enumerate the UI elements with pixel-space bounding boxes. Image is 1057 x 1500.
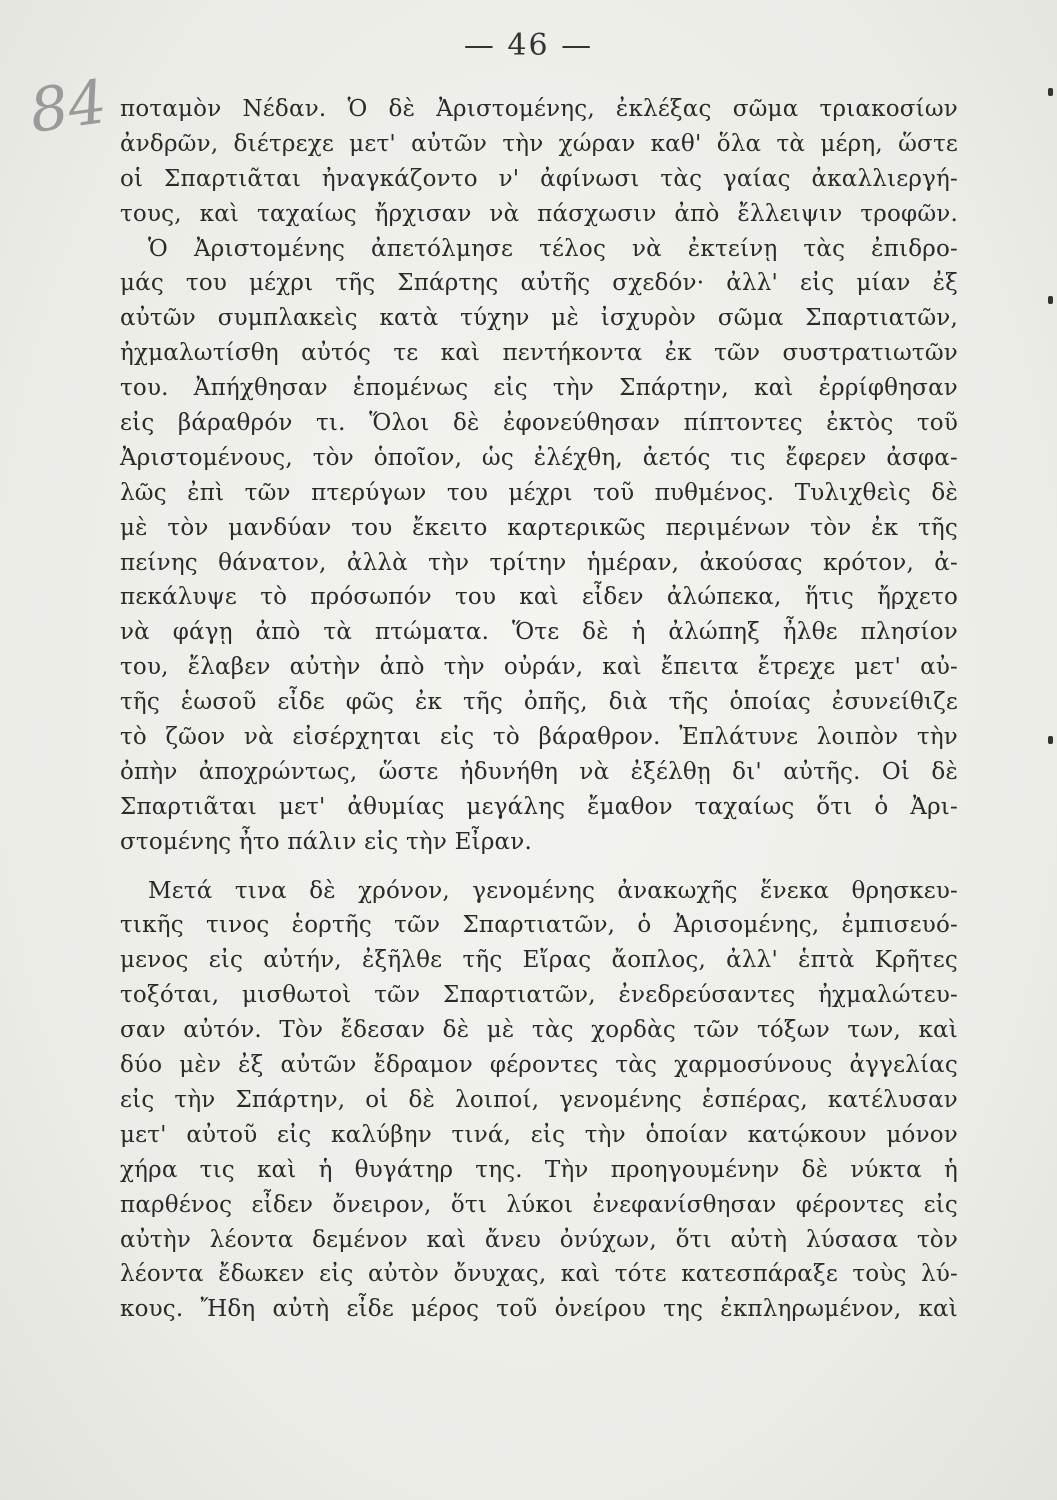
text-line: Σπαρτιᾶται μετ' ἀθυμίας μεγάλης ἔμαθον ταχαίως ὅτι ὁ Ἀρι-: [120, 793, 958, 820]
text-line: αὐτῶν συμπλακεὶς κατὰ τύχην μὲ ἰσχυρὸν σῶμα Σπαρτιατῶν,: [120, 305, 958, 332]
text-line: τοξόται, μισθωτοὶ τῶν Σπαρτιατῶν, ἐνεδρεύσαντες ἠχμαλώτευ-: [120, 982, 958, 1009]
page-edge-speck: [1048, 88, 1053, 96]
paragraph-gap: [120, 860, 958, 874]
text-line: τῆς ἑωσοῦ εἶδε φῶς ἐκ τῆς ὀπῆς, διὰ τῆς ὁποίας ἐσυνείθιζε: [120, 689, 958, 716]
text-line: Ἀριστομένους, τὸν ὁποῖον, ὡς ἐλέχθη, ἀετός τις ἔφερεν ἀσφα-: [120, 444, 958, 471]
text-line: χήρα τις καὶ ἡ θυγάτηρ της. Τὴν προηγουμένην δὲ νύκτα ἡ: [120, 1156, 958, 1183]
text-line: μενος εἰς αὐτήν, ἐξῆλθε τῆς Εἴρας ἄοπλος, ἀλλ' ἑπτὰ Κρῆτες: [120, 947, 958, 974]
text-line: νὰ φάγῃ ἀπὸ τὰ πτώματα. Ὅτε δὲ ἡ ἀλώπηξ ἦλθε πλησίον: [120, 619, 958, 646]
paragraph: [120, 92, 958, 860]
text-line: τικῆς τινος ἑορτῆς τῶν Σπαρτιατῶν, ὁ Ἀρισομένης, ἐμπισευό-: [120, 912, 958, 939]
text-line: του, ἔλαβεν αὐτὴν ἀπὸ τὴν οὐράν, καὶ ἔπειτα ἔτρεχε μετ' αὐ-: [120, 654, 958, 681]
text-line: μάς του μέχρι τῆς Σπάρτης αὐτῆς σχεδόν· ἀλλ' εἰς μίαν ἐξ: [120, 270, 958, 297]
text-line: του. Ἀπήχθησαν ἑπομένως εἰς τὴν Σπάρτην, καὶ ἐρρίφθησαν: [120, 375, 958, 402]
text-line: στομένης ἦτο πάλιν εἰς τὴν Εἶραν.: [120, 828, 532, 855]
text-line: μετ' αὐτοῦ εἰς καλύβην τινά, εἰς τὴν ὁποίαν κατῴκουν μόνον: [120, 1121, 958, 1148]
text-line: μὲ τὸν μανδύαν του ἔκειτο καρτερικῶς περιμένων τὸν ἐκ τῆς: [120, 514, 958, 541]
text-line: οἱ Σπαρτιᾶται ἠναγκάζοντο ν' ἀφίνωσι τὰς γαίας ἀκαλλιεργή-: [120, 165, 958, 192]
text-line: τους, καὶ ταχαίως ἤρχισαν νὰ πάσχωσιν ἀπὸ ἔλλειψιν τροφῶν.: [120, 200, 958, 227]
text-line: εἰς βάραθρόν τι. Ὅλοι δὲ ἐφονεύθησαν πίπτοντες ἐκτὸς τοῦ: [120, 410, 958, 437]
text-line: ἠχμαλωτίσθη αὐτός τε καὶ πεντήκοντα ἐκ τῶν συστρατιωτῶν: [120, 340, 958, 367]
text-line: πεκάλυψε τὸ πρόσωπόν του καὶ εἶδεν ἀλώπεκα, ἥτις ἤρχετο: [120, 584, 958, 611]
text-line: εἰς τὴν Σπάρτην, οἱ δὲ λοιποί, γενομένης ἑσπέρας, κατέλυσαν: [120, 1086, 958, 1113]
page-edge-speck: [1048, 296, 1053, 304]
text-line: ὀπὴν ἀποχρώντως, ὥστε ἠδυνήθη νὰ ἐξέλθῃ δι' αὐτῆς. Οἱ δὲ: [120, 758, 958, 785]
handwritten-margin-note: 84: [25, 67, 111, 147]
page-edge-speck: [1048, 736, 1053, 744]
text-line: λέοντα ἔδωκεν εἰς αὐτὸν ὄνυχας, καὶ τότε κατεσπάραξε τοὺς λύ-: [120, 1261, 958, 1288]
text-line: τὸ ζῶον νὰ εἰσέρχηται εἰς τὸ βάραθρον. Ἐπλάτυνε λοιπὸν τὴν: [120, 724, 958, 751]
text-line: δύο μὲν ἐξ αὐτῶν ἔδραμον φέροντες τὰς χαρμοσύνους ἀγγελίας: [120, 1052, 958, 1079]
paragraph: [120, 874, 958, 1328]
text-line: αὐτὴν λέοντα δεμένον καὶ ἄνευ ὀνύχων, ὅτι αὐτὴ λύσασα τὸν: [120, 1226, 958, 1253]
body-text: [120, 92, 958, 1327]
text-line: λῶς ἐπὶ τῶν πτερύγων του μέχρι τοῦ πυθμένος. Τυλιχθεὶς δὲ: [120, 479, 958, 506]
text-line: παρθένος εἶδεν ὄνειρον, ὅτι λύκοι ἐνεφανίσθησαν φέροντες εἰς: [120, 1191, 958, 1218]
text-line: ἀνδρῶν, διέτρεχε μετ' αὐτῶν τὴν χώραν καθ' ὅλα τὰ μέρη, ὥστε: [120, 130, 958, 157]
text-line: σαν αὐτόν. Τὸν ἔδεσαν δὲ μὲ τὰς χορδὰς τῶν τόξων των, καὶ: [120, 1017, 958, 1044]
text-line: κους. Ἤδη αὐτὴ εἶδε μέρος τοῦ ὀνείρου της ἐκπληρωμένον, καὶ: [120, 1296, 958, 1323]
text-line: πείνης θάνατον, ἀλλὰ τὴν τρίτην ἡμέραν, ἀκούσας κρότον, ἀ-: [120, 549, 958, 576]
text-line: Μετά τινα δὲ χρόνον, γενομένης ἀνακωχῆς ἕνεκα θρησκευ-: [148, 877, 958, 904]
page-number: — 46 —: [463, 28, 594, 63]
text-line: Ὁ Ἀριστομένης ἀπετόλμησε τέλος νὰ ἐκτείνῃ τὰς ἐπιδρο-: [148, 235, 958, 262]
text-line: ποταμὸν Νέδαν. Ὁ δὲ Ἀριστομένης, ἐκλέξας σῶμα τριακοσίων: [120, 96, 958, 122]
